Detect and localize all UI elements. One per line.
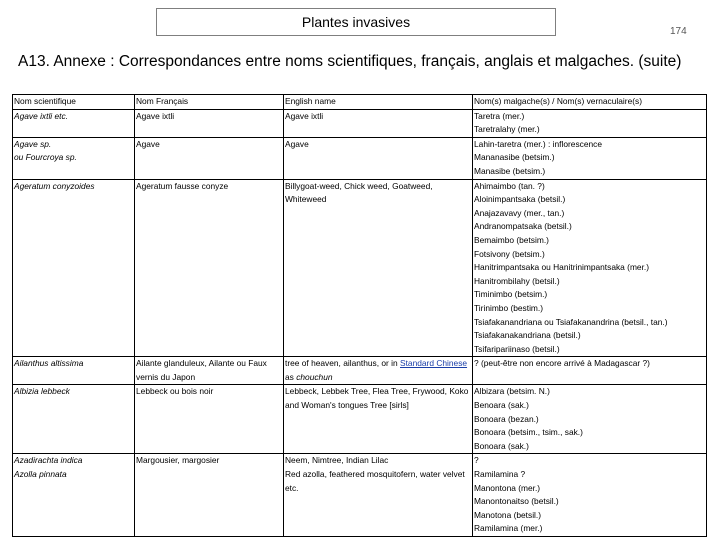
table-row [13, 179, 707, 357]
table-header-row [13, 95, 707, 110]
header-scientific: Nom scientifique [13, 95, 135, 110]
cell-scientific: Azadirachta indica Azolla pinnata [13, 454, 135, 537]
cell-scientific: Albizia lebbeck [13, 385, 135, 454]
cell-french: Margousier, margosier [135, 454, 284, 537]
cell-french: Agave [135, 137, 284, 179]
table-row [13, 454, 707, 537]
table-row [13, 385, 707, 454]
cell-english: Billygoat-weed, Chick weed, Goatweed, Whiteweed [284, 179, 473, 357]
header-malagasy: Nom(s) malgache(s) / Nom(s) vernaculaire(s) [473, 95, 707, 110]
header-french: Nom Français [135, 95, 284, 110]
table-row [13, 357, 707, 385]
cell-malagasy: Lahin-taretra (mer.) : inflorescence Mananasibe (betsim.) Manasibe (betsim.) [473, 137, 707, 179]
document-header [156, 8, 556, 36]
cell-malagasy: Ahimaimbo (tan. ?) Aloinimpantsaka (betsil.) Anajazavavy (mer., tan.) Andranompatsaka (betsil.) Bemaimbo (betsim.) Fotsivony (betsim.) Hanitrimpantsaka ou Hanitrinimpantsaka (mer.) Hanitrombilahy (betsil.) Timinimbo (betsim.) Tirinimbo (bestim.) Tsiafakanandriana ou Tsiafakanandrina (betsil., tan.) Tsiafakanakandriana (betsil.) Tsifaripariinaso (betsil.) [473, 179, 707, 357]
cell-english: Lebbeck, Lebbek Tree, Flea Tree, Frywood, Koko and Woman's tongues Tree [sirls] [284, 385, 473, 454]
cell-malagasy: ? Ramilamina ? Manontona (mer.) Manontonaitso (betsil.) Manotona (betsil.) Ramilamina (mer.) [473, 454, 707, 537]
cell-scientific: Ailanthus altissima [13, 357, 135, 385]
cell-french: Ageratum fausse conyze [135, 179, 284, 357]
table-row [13, 137, 707, 179]
section-title: A13. Annexe : Correspondances entre noms scientifiques, français, anglais et malgaches. (suite) [18, 53, 682, 70]
standard-chinese-link[interactable]: Standard Chinese [400, 358, 468, 369]
header-title: Plantes invasives [301, 14, 411, 30]
correspondence-table [12, 94, 707, 537]
table-row [13, 109, 707, 137]
cell-english: Neem, Nimtree, Indian Lilac Red azolla, feathered mosquitofern, water velvet etc. [284, 454, 473, 537]
cell-english: Agave ixtli [284, 109, 473, 137]
page-number: 174 [670, 26, 687, 37]
cell-malagasy: ? (peut-être non encore arrivé à Madagascar ?) [473, 357, 707, 385]
cell-french: Ailante glanduleux, Ailante ou Faux vernis du Japon [135, 357, 284, 385]
cell-french: Lebbeck ou bois noir [135, 385, 284, 454]
header-english: English name [284, 95, 473, 110]
cell-scientific: Agave sp. ou Fourcroya sp. [13, 137, 135, 179]
cell-malagasy: Albizara (betsim. N.) Benoara (sak.) Bonoara (bezan.) Bonoara (betsim., tsim., sak.) Bonoara (sak.) [473, 385, 707, 454]
cell-malagasy: Taretra (mer.) Taretralahy (mer.) [473, 109, 707, 137]
cell-french: Agave ixtli [135, 109, 284, 137]
cell-english: Agave [284, 137, 473, 179]
cell-scientific: Agave ixtli etc. [13, 109, 135, 137]
cell-english: tree of heaven, ailanthus, or in Standard Chinese as chouchun [284, 357, 473, 385]
cell-scientific: Ageratum conyzoides [13, 179, 135, 357]
